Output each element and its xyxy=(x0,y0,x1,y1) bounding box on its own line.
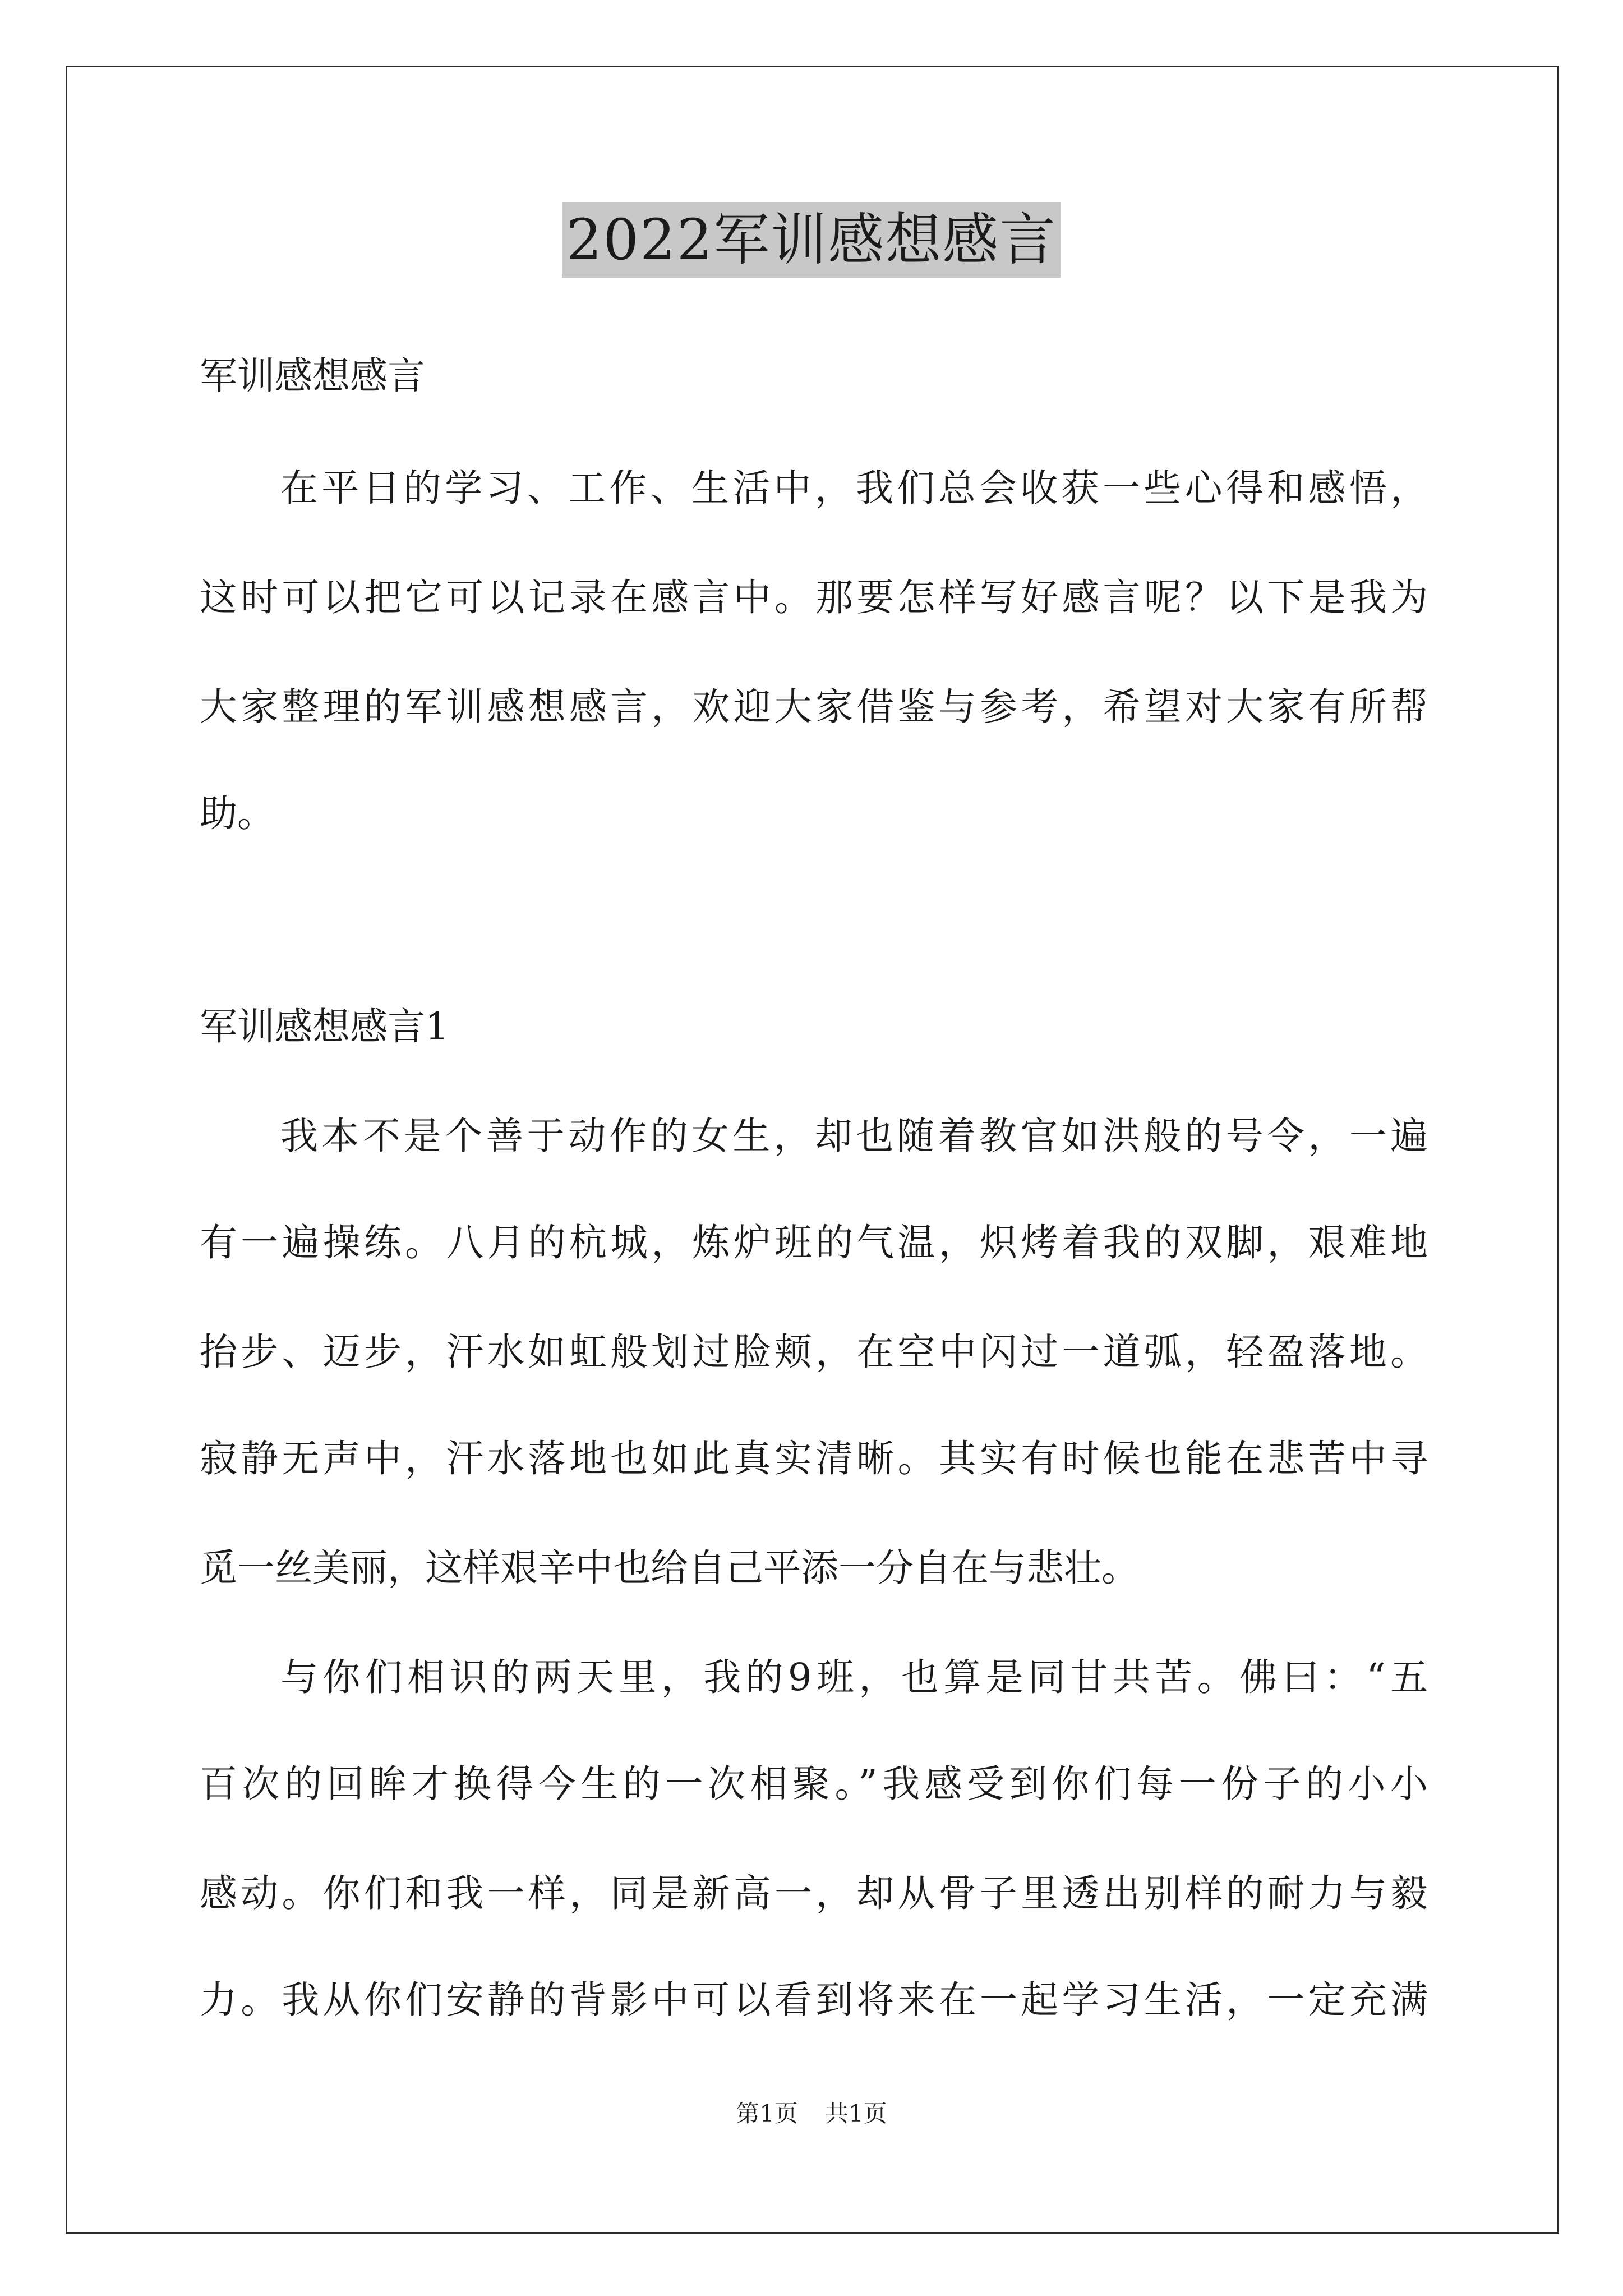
page-footer xyxy=(0,2098,1623,2129)
document-title: 2022军训感想感言 xyxy=(562,202,1062,278)
para1-line-1: 我本不是个善于动作的女生，却也随着教官如洪般的号令，一遍 xyxy=(280,1114,1428,1158)
intro-line-2: 这时可以把它可以记录在感言中。那要怎样写好感言呢？以下是我为 xyxy=(200,576,1428,619)
para2-line-4: 力。我从你们安静的背影中可以看到将来在一起学习生活，一定充满 xyxy=(200,1978,1428,2022)
para1-line-4: 寂静无声中，汗水落地也如此真实清晰。其实有时候也能在悲苦中寻 xyxy=(200,1437,1428,1480)
para1-line-3: 抬步、迈步，汗水如虹般划过脸颊，在空中闪过一道弧，轻盈落地。 xyxy=(200,1330,1428,1374)
intro-line-4: 助。 xyxy=(200,792,275,835)
page-number: 第1页 xyxy=(736,2100,798,2127)
para1-line-5: 觅一丝美丽，这样艰辛中也给自己平添一分自在与悲壮。 xyxy=(200,1546,1139,1590)
para2-line-1: 与你们相识的两天里，我的9班，也算是同甘共苦。佛曰：“五 xyxy=(280,1655,1428,1699)
para2-line-2: 百次的回眸才换得今生的一次相聚。”我感受到你们每一份子的小小 xyxy=(200,1762,1428,1806)
intro-line-3: 大家整理的军训感想感言，欢迎大家借鉴与参考，希望对大家有所帮 xyxy=(200,685,1428,729)
section-heading-intro: 军训感想感言 xyxy=(200,354,425,398)
section-heading-1: 军训感想感言1 xyxy=(200,1005,449,1048)
para2-line-3: 感动。你们和我一样，同是新高一，却从骨子里透出别样的耐力与毅 xyxy=(200,1871,1428,1915)
page-total: 共1页 xyxy=(825,2100,887,2127)
title-block xyxy=(0,202,1623,278)
intro-line-1: 在平日的学习、工作、生活中，我们总会收获一些心得和感悟， xyxy=(280,466,1428,510)
para1-line-2: 有一遍操练。八月的杭城，炼炉班的气温，炽烤着我的双脚，艰难地 xyxy=(200,1221,1428,1264)
